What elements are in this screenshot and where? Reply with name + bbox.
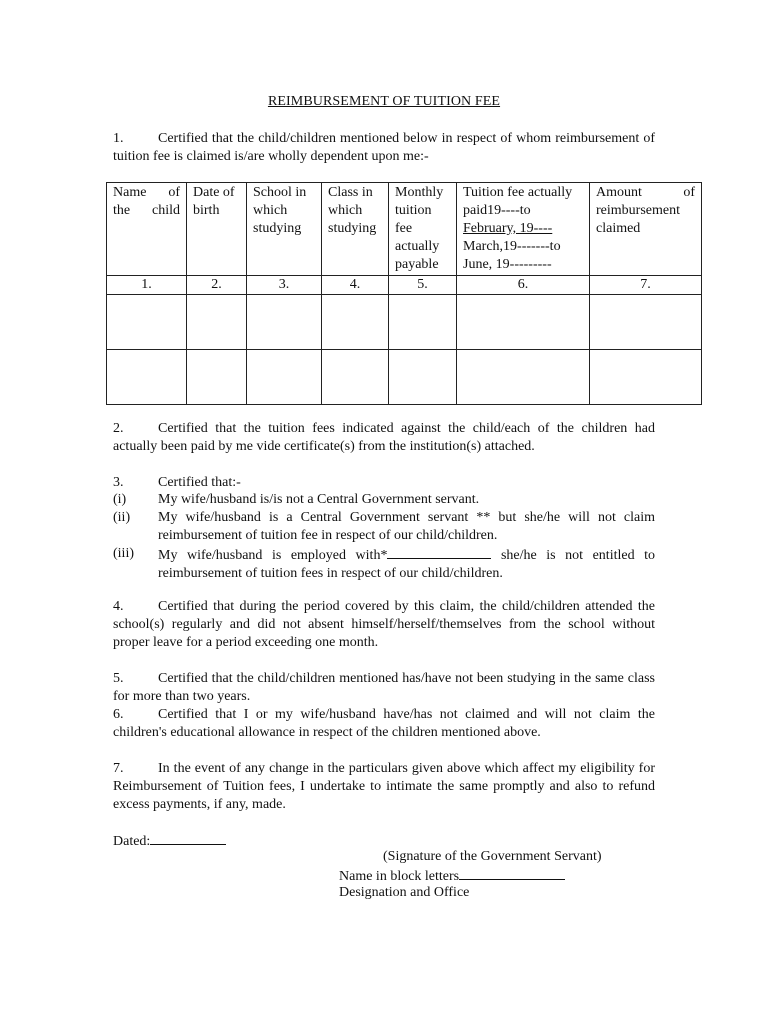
header-tuition-period-march: March,19-------to <box>463 239 561 254</box>
item-iii-text <box>158 545 655 583</box>
item-i <box>113 491 655 509</box>
table-cell[interactable] <box>107 350 187 405</box>
table-cell[interactable] <box>457 295 590 350</box>
paragraph-3-text: Certified that:- <box>158 475 241 490</box>
header-tuition-period-feb: February, 19---- <box>463 221 553 236</box>
column-number: 2. <box>187 276 247 295</box>
paragraph-6-text: Certified that I or my wife/husband have/has not claimed and will not claim the children's educational allowance in respect of the children mentioned above. <box>113 707 655 740</box>
paragraph-7-number: 7. <box>113 761 124 776</box>
column-number: 6. <box>457 276 590 295</box>
header-class: Class in which studying <box>322 183 389 276</box>
item-i-text: My wife/husband is/is not a Central Government servant. <box>158 492 480 507</box>
item-iii <box>113 545 655 583</box>
item-iii-text-a: My wife/husband is employed with* <box>158 548 388 563</box>
column-number: 7. <box>590 276 702 295</box>
item-ii <box>113 509 655 545</box>
children-table <box>106 182 702 405</box>
dated-label: Dated: <box>113 834 151 849</box>
header-name-of-child: Name of the child <box>107 183 187 276</box>
header-tuition-fee-paid <box>457 183 590 276</box>
paragraph-2-number: 2. <box>113 421 124 436</box>
column-number: 1. <box>107 276 187 295</box>
paragraph-1-number: 1. <box>113 131 124 146</box>
table-cell[interactable] <box>389 350 457 405</box>
item-ii-label: (ii) <box>113 510 131 525</box>
header-school: School in which studying <box>247 183 322 276</box>
header-amount-claimed: Amount of reimbursement claimed <box>590 183 702 276</box>
table-cell[interactable] <box>590 295 702 350</box>
paragraph-6-number: 6. <box>113 707 124 722</box>
header-tuition-fee-paid-label: Tuition fee actually paid19----to <box>463 185 573 218</box>
dated-line <box>113 831 226 851</box>
paragraph-5 <box>113 670 655 706</box>
paragraph-4 <box>113 598 655 652</box>
paragraph-1-text: Certified that the child/children mentioned below in respect of whom reimbursement of tuition fee is claimed is/are wholly dependent upon me:- <box>113 131 655 164</box>
name-in-block-letters-label: Name in block letters <box>339 869 460 884</box>
item-ii-text: My wife/husband is a Central Government servant ** but she/he will not claim reimbursement of tuition fee in respect of our child/children. <box>158 510 655 543</box>
table-cell[interactable] <box>107 295 187 350</box>
paragraph-6 <box>113 706 655 742</box>
table-row <box>107 350 702 405</box>
paragraph-7-text: In the event of any change in the particulars given above which affect my eligibility for Reimbursement of Tuition fees, I undertake to intimate the same promptly and also to refund excess payments, if any, made. <box>113 761 655 812</box>
column-number: 4. <box>322 276 389 295</box>
paragraph-5-number: 5. <box>113 671 124 686</box>
name-in-block-letters-line <box>339 866 565 886</box>
table-cell[interactable] <box>187 295 247 350</box>
signature-label: (Signature of the Government Servant) <box>383 849 602 864</box>
table-cell[interactable] <box>322 350 389 405</box>
paragraph-4-text: Certified that during the period covered by this claim, the child/children attended the school(s) regularly and did not absent himself/herself/themselves from the school without proper leave for a period exceeding one month. <box>113 599 655 650</box>
table-cell[interactable] <box>247 350 322 405</box>
item-iii-text-b: she/he is not entitled to reimbursement of tuition fees in respect of our child/children. <box>158 548 655 581</box>
item-iii-label: (iii) <box>113 546 134 561</box>
table-cell[interactable] <box>187 350 247 405</box>
table-cell[interactable] <box>247 295 322 350</box>
header-date-of-birth: Date of birth <box>187 183 247 276</box>
paragraph-3-number: 3. <box>113 475 124 490</box>
designation-label: Designation and Office <box>339 885 470 900</box>
dated-blank-field[interactable] <box>150 831 226 845</box>
employer-blank-field[interactable] <box>387 545 491 559</box>
paragraph-4-number: 4. <box>113 599 124 614</box>
document-title: REIMBURSEMENT OF TUITION FEE <box>267 94 501 109</box>
table-cell[interactable] <box>590 350 702 405</box>
paragraph-1 <box>113 130 655 166</box>
paragraph-2 <box>113 420 655 456</box>
paragraph-3-lead <box>113 474 655 492</box>
table-cell[interactable] <box>457 350 590 405</box>
paragraph-2-text: Certified that the tuition fees indicated against the child/each of the children had actually been paid by me vide certificate(s) from the institution(s) attached. <box>113 421 655 454</box>
column-number: 3. <box>247 276 322 295</box>
table-column-number-row <box>107 276 702 295</box>
header-monthly-fee: Monthly tuition fee actually payable <box>389 183 457 276</box>
paragraph-7 <box>113 760 655 814</box>
header-tuition-period-june: June, 19--------- <box>463 257 552 272</box>
table-row <box>107 295 702 350</box>
name-blank-field[interactable] <box>459 866 565 880</box>
table-cell[interactable] <box>389 295 457 350</box>
table-cell[interactable] <box>322 295 389 350</box>
table-header-row <box>107 183 702 276</box>
column-number: 5. <box>389 276 457 295</box>
paragraph-5-text: Certified that the child/children mentioned has/have not been studying in the same class for more than two years. <box>113 671 655 704</box>
item-i-label: (i) <box>113 492 127 507</box>
